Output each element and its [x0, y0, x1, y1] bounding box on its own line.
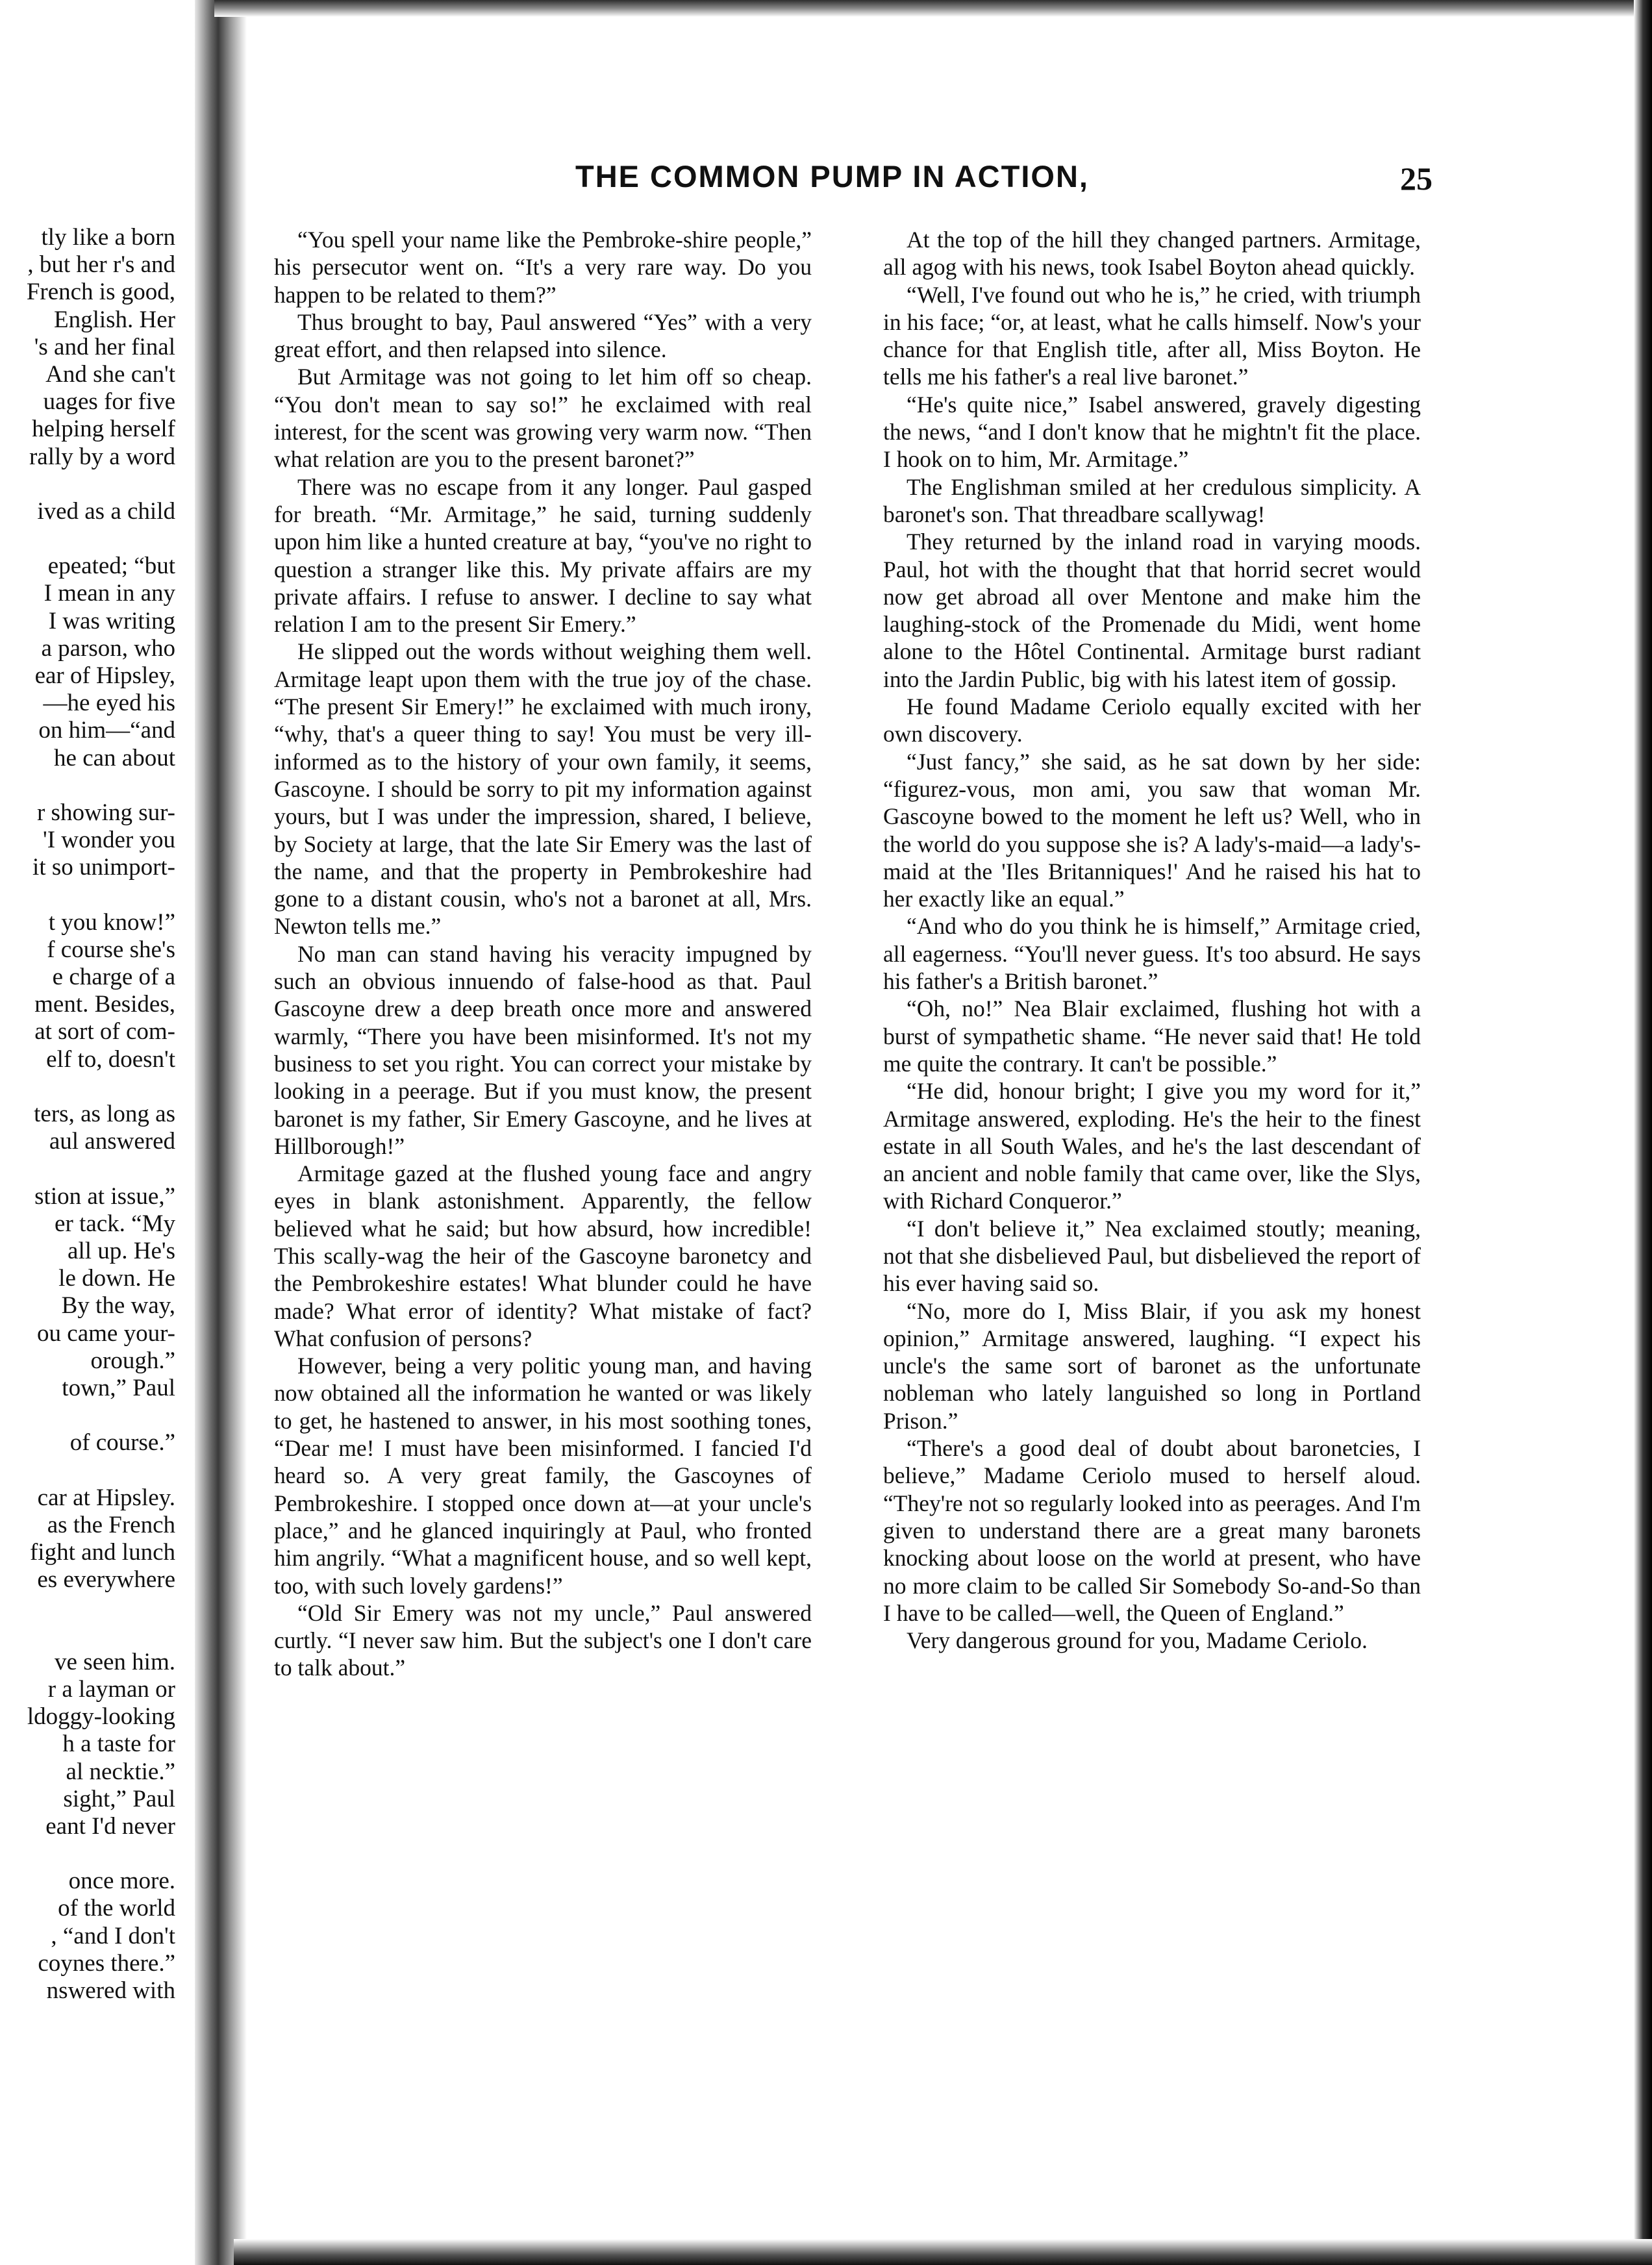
facing-page-line: By the way, — [61, 1292, 175, 1320]
facing-page-line: stion at issue,” — [34, 1183, 175, 1210]
facing-page-line: I mean in any — [44, 580, 175, 607]
facing-page-line: ment. Besides, — [34, 991, 175, 1018]
facing-page-line: of course.” — [69, 1429, 175, 1457]
facing-page-line: h a taste for — [62, 1731, 175, 1758]
facing-page-line — [0, 1621, 175, 1649]
facing-page-line: rally by a word — [29, 443, 175, 470]
facing-page-line: as the French — [47, 1511, 175, 1538]
facing-page-line: at sort of com- — [34, 1018, 175, 1045]
facing-page-line — [0, 1073, 175, 1101]
facing-page-line: es everywhere — [37, 1566, 175, 1594]
facing-page-line: nswered with — [46, 1977, 175, 2004]
facing-page-line — [0, 1840, 175, 1868]
facing-page-line: r showing sur- — [36, 799, 175, 826]
facing-page-line: ived as a child — [37, 497, 175, 525]
facing-page-line — [0, 882, 175, 909]
facing-page-line: 's and her final — [34, 333, 175, 360]
paragraph: “I don't believe it,” Nea exclaimed stoutly; meaning, not that she disbelieved Paul, but disbelieved the report of his ever having said so. — [883, 1215, 1421, 1297]
facing-page-line — [0, 772, 175, 799]
paragraph: Thus brought to bay, Paul answered “Yes” with a very great effort, and then relapsed into silence. — [274, 308, 812, 363]
paragraph: At the top of the hill they changed partners. Armitage, all agog with his news, took Isabel Boyton ahead quickly. — [883, 227, 1421, 281]
facing-page-line: I was writing — [48, 607, 175, 634]
paragraph: “And who do you think he is himself,” Armitage cried, all eagerness. “You'll never guess. It's too absurd. He says his father's a British baronet.” — [883, 913, 1421, 995]
facing-page-line: , “and I don't — [51, 1922, 175, 1949]
facing-page-line: on him—“and — [38, 717, 175, 744]
facing-page-line: town,” Paul — [62, 1374, 175, 1401]
facing-page-line: tly like a born — [41, 224, 175, 251]
paragraph: “Old Sir Emery was not my uncle,” Paul answered curtly. “I never saw him. But the subject's one I don't care to talk about.” — [274, 1599, 812, 1681]
facing-page-line: le down. He — [58, 1265, 175, 1292]
facing-page-line: 'I wonder you — [43, 827, 175, 854]
page-number: 25 — [1400, 160, 1433, 197]
right-column — [883, 226, 1421, 1654]
facing-page-line — [0, 1594, 175, 1621]
facing-page-line — [0, 1402, 175, 1429]
facing-page-line: t you know!” — [48, 908, 175, 936]
paragraph: However, being a very politic young man, and having now obtained all the information he wanted or was likely to get, he hastened to answer, in his most soothing tones, “Dear me! I must have been misinformed. I fancied I'd heard so. A very great family, the Gascoynes of Pembrokeshire. I stopped once down at—at your uncle's place,” and he glanced inquiringly at Paul, who fronted him angrily. “What a magnificent house, and so well kept, too, with such lovely gardens!” — [274, 1353, 812, 1599]
paragraph: But Armitage was not going to let him off so cheap. “You don't mean to say so!” he exclaimed with real interest, for the scent was growing very warm now. “Then what relation are you to the present baronet?” — [274, 364, 812, 473]
paragraph: “Well, I've found out who he is,” he cried, with triumph in his face; “or, at least, what he calls himself. Now's your chance for that English title, after all, Miss Boyton. He tells me his father's a real live baronet.” — [883, 281, 1421, 390]
page — [247, 17, 1634, 2239]
bottom-edge-shadow — [234, 2239, 1652, 2265]
facing-page-line: ou came your- — [37, 1320, 175, 1347]
paragraph: There was no escape from it any longer. Paul gasped for breath. “Mr. Armitage,” he said, turning suddenly upon him like a hunted creature at bay, “you've no right to question a stranger like this. My private affairs are my private affairs. I refuse to answer. I decline to say what relation I am to the present Sir Emery.” — [274, 473, 812, 638]
paragraph: “There's a good deal of doubt about baronetcies, I believe,” Madame Ceriolo mused to herself aloud. “They're not so regularly looked into as peerages. And I'm given to understand there are a great many baronets knocking about loose on the world at present, who have no more claim to be called Sir Somebody So-and-So than I have to be called—well, the Queen of England.” — [883, 1435, 1421, 1626]
facing-page-line: orough.” — [90, 1347, 175, 1374]
facing-page-line: helping herself — [32, 416, 175, 443]
facing-page-line: once more. — [68, 1868, 175, 1895]
paragraph: “You spell your name like the Pembroke-shire people,” his persecutor went on. “It's a very rare way. Do you happen to be related to them?” — [274, 227, 812, 308]
paragraph: Very dangerous ground for you, Madame Ceriolo. — [907, 1627, 1368, 1654]
paragraph: “Just fancy,” she said, as he sat down by her side: “figurez-vous, mon ami, you saw that woman Mr. Gascoyne bowed to the moment he left us? Well, who in the world do you suppose she is? A lady's-maid—a lady's-maid at the 'Iles Britanniques!' And he raised his hat to her exactly like an equal.” — [883, 748, 1421, 912]
facing-page-line: ters, as long as — [34, 1101, 175, 1127]
facing-page-line — [0, 525, 175, 553]
facing-page-line: ear of Hipsley, — [34, 662, 175, 689]
facing-page-line: e charge of a — [52, 964, 175, 991]
paragraph: “He's quite nice,” Isabel answered, gravely digesting the news, “and I don't know that he mightn't fit the place. I hook on to him, Mr. Armitage.” — [883, 391, 1421, 473]
facing-page-line — [0, 1457, 175, 1484]
facing-page-line: —he eyed his — [43, 690, 175, 717]
facing-page-line: al necktie.” — [66, 1758, 175, 1785]
top-edge-shadow — [214, 0, 1652, 17]
paragraph: He found Madame Ceriolo equally excited with her own discovery. — [883, 694, 1421, 747]
facing-page-line: car at Hipsley. — [37, 1484, 175, 1511]
facing-page-line: epeated; “but — [47, 553, 175, 580]
book-gutter-shadow — [195, 0, 247, 2265]
facing-page-line: sight,” Paul — [63, 1785, 175, 1812]
facing-page-line: all up. He's — [68, 1237, 175, 1264]
facing-page-line: f course she's — [47, 936, 175, 963]
facing-page-line: fight and lunch — [29, 1539, 175, 1566]
paragraph: Armitage gazed at the flushed young face and angry eyes in blank astonishment. Apparently, the fellow believed what he said; but how absurd, how incredible! This scally-wag the heir of the Gascoyne baronetcy and the Pembrokeshire estates! What blunder could he have made? What error of identity? What mistake of fact? What confusion of persons? — [274, 1160, 812, 1351]
facing-page-line: r a layman or — [47, 1675, 175, 1703]
paragraph: “Oh, no!” Nea Blair exclaimed, flushing hot with a burst of sympathetic shame. “He never said that! He told me quite the contrary. It can't be possible.” — [883, 995, 1421, 1077]
facing-page-line: coynes there.” — [38, 1949, 175, 1977]
paragraph: The Englishman smiled at her credulous simplicity. A baronet's son. That threadbare scallywag! — [883, 473, 1421, 527]
facing-page-line: uages for five — [43, 388, 175, 416]
facing-page-line — [0, 1155, 175, 1183]
facing-page-text — [0, 224, 175, 2005]
facing-page-fragment — [0, 0, 214, 2265]
facing-page-line: of the world — [58, 1895, 175, 1922]
facing-page-line: eant I'd never — [45, 1812, 175, 1840]
paragraph: He slipped out the words without weighing them well. Armitage leapt upon them with the true joy of the chase. “The present Sir Emery!” he exclaimed with much irony, “why, that's a queer thing to say! You must be very ill-informed as to the history of your own family, it seems, Gascoyne. I should be sorry to pit my information against yours, but I was under the impression, shared, I believe, by Society at large, that the late Sir Emery was the last of the name, and that the property in Pembrokeshire had gone to a distant cousin, who's not a baronet at all, Mrs. Newton tells me.” — [274, 638, 812, 940]
facing-page-line: , but her r's and — [27, 251, 175, 279]
facing-page-line: And she can't — [45, 360, 175, 388]
paragraph: They returned by the inland road in varying moods. Paul, hot with the thought that that horrid secret would now get abroad all over Mentone and make him the laughing-stock of the Promenade du Midi, went home alone to the Hôtel Continental. Armitage burst radiant into the Jardin Public, big with his latest item of gossip. — [883, 529, 1421, 692]
facing-page-line — [0, 471, 175, 498]
paragraph: “He did, honour bright; I give you my word for it,” Armitage answered, exploding. He's the heir to the finest estate in all South Wales, and he's the last descendant of an ancient and noble family that came over, like the Slys, with Richard Conqueror.” — [883, 1078, 1421, 1214]
facing-page-line: er tack. “My — [55, 1210, 175, 1237]
facing-page-line: it so unimport- — [32, 854, 175, 881]
paragraph: “No, more do I, Miss Blair, if you ask my honest opinion,” Armitage answered, laughing. “I expect his uncle's the same sort of baronet as the unfortunate nobleman who lately languished so long in Portland Prison.” — [883, 1297, 1421, 1434]
right-edge-shadow — [1634, 0, 1652, 2265]
left-column — [274, 226, 812, 1682]
facing-page-line: aul answered — [49, 1128, 175, 1155]
facing-page-line: ldoggy-looking — [27, 1703, 175, 1731]
facing-page-line: he can about — [54, 744, 175, 771]
facing-page-line: a parson, who — [41, 634, 175, 662]
running-head: THE COMMON PUMP IN ACTION, — [575, 159, 1089, 194]
facing-page-line: ve seen him. — [55, 1648, 175, 1675]
facing-page-line: English. Her — [53, 306, 175, 333]
paragraph: No man can stand having his veracity impugned by such an obvious innuendo of false-hood as that. Paul Gascoyne drew a deep breath once more and answered warmly, “There you have been misinformed. It's not my business to set you right. You can correct your mistake by looking in a peerage. But if you must know, the present baronet is my father, Sir Emery Gascoyne, and he lives at Hillborough!” — [274, 940, 812, 1159]
facing-page-line: elf to, doesn't — [46, 1045, 175, 1073]
facing-page-line: French is good, — [26, 279, 175, 306]
